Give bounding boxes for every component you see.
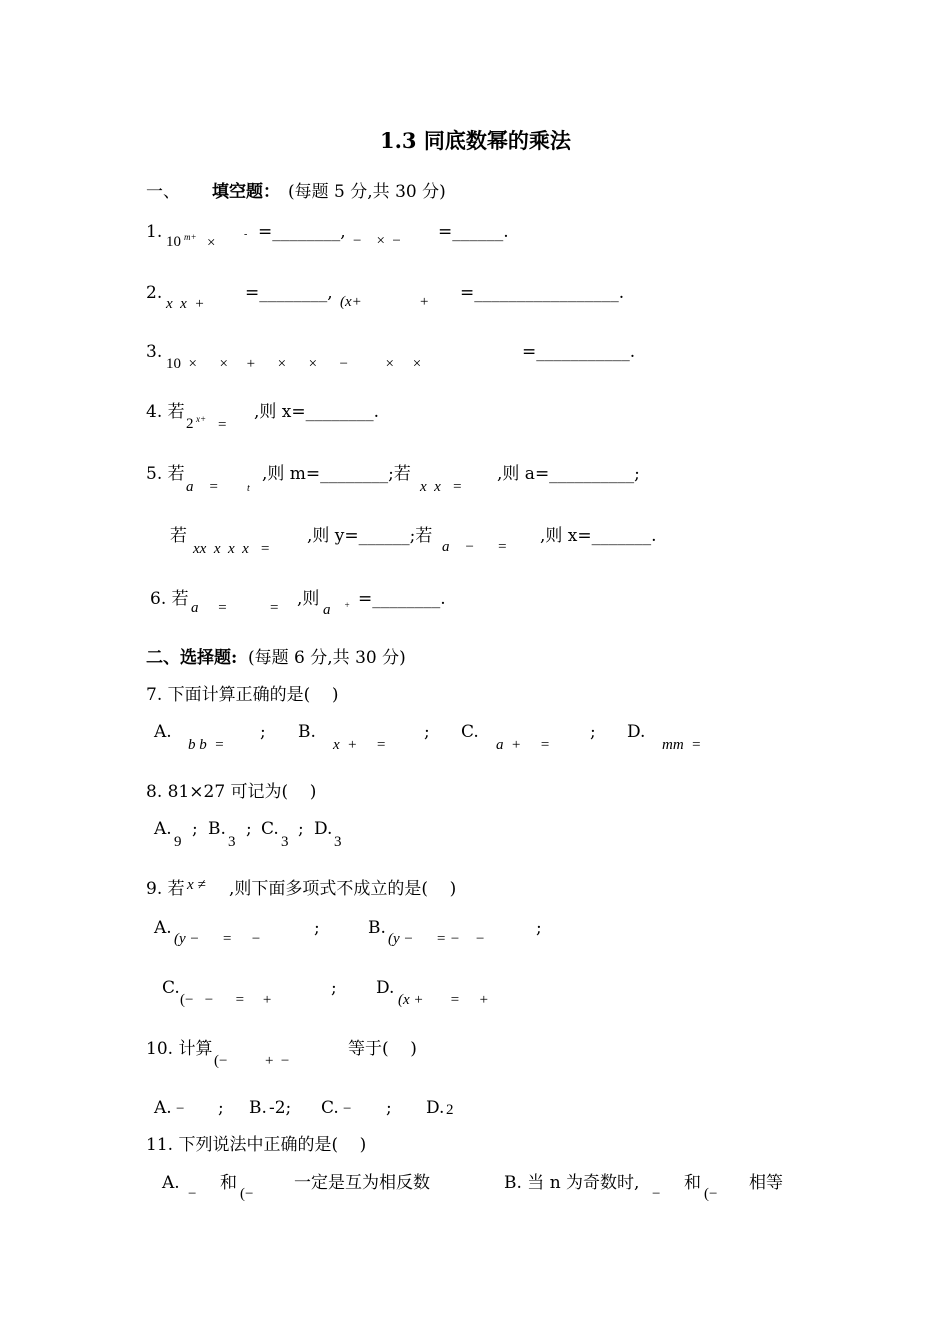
q9-opt-c-expr: (− − = + [180, 992, 272, 1008]
q6-equals-mid: = [270, 600, 279, 616]
q11-opt-a-label: A. [162, 1173, 180, 1193]
section2-heading: 二、选择题: [146, 648, 238, 668]
q2-plus: + [420, 294, 429, 310]
q11-opt-b-label: B. 当 n 为奇数时, [504, 1173, 640, 1193]
q8-stem: 8. 81×27 可记为( ) [146, 782, 317, 802]
q2-number: 2. [146, 283, 163, 303]
q8-opt-c-label: C. [261, 819, 279, 839]
q7-stem: 7. 下面计算正确的是( ) [146, 685, 339, 705]
q1-answer2: =______. [438, 222, 509, 242]
q11-opt-b-text: 相等 [749, 1173, 783, 1193]
q2-answer1: =________, [245, 283, 333, 303]
q9-opt-b-expr: (y − = − − [388, 931, 486, 947]
q4-answer: ,则 x=________. [254, 402, 380, 422]
q8-opt-a-expr: 9 [174, 834, 182, 850]
q7-opt-c-label: C. [461, 722, 479, 742]
q5-a-expr: a = [186, 479, 219, 495]
q4-number: 4. 若 [146, 402, 185, 422]
q9-opt-c-label: C. [162, 978, 180, 998]
q3-expr: 10 × × + × × − × × [166, 356, 422, 372]
q5-a-minus: a − = [442, 539, 508, 555]
q6-a: a [323, 602, 331, 618]
q8-opt-c-expr: 3 [281, 834, 289, 850]
q10-opt-a-label: A. [154, 1098, 172, 1118]
q9-opt-a-label: A. [154, 918, 172, 938]
q7-opt-c-sep: ; [590, 722, 596, 742]
q10-expr: (− + − [214, 1053, 290, 1069]
q5-answer-m: ,则 m=________;若 [262, 464, 411, 484]
q8-opt-c-sep: ; [298, 819, 304, 839]
q1-exponent: m+ [184, 232, 197, 242]
q5-number: 5. 若 [146, 464, 185, 484]
q5-answer-a: ,则 a=__________; [497, 464, 640, 484]
q9-opt-c-sep: ; [331, 978, 337, 998]
q9-opt-b-label: B. [368, 918, 386, 938]
q1-number: 1. [146, 222, 163, 242]
q10-opt-a-sep: ; [218, 1098, 224, 1118]
q2-answer2: =_________________. [460, 283, 625, 303]
q1-minus-part: − × − [353, 233, 401, 249]
q11-opt-a-paren: (− [240, 1186, 254, 1202]
q11-opt-a-and: 和 [220, 1173, 237, 1193]
q10-opt-c-expr: − [343, 1101, 352, 1117]
q7-opt-a-expr: b b = [188, 737, 225, 753]
q3-answer: =___________. [522, 342, 636, 362]
q11-opt-b-and: 和 [684, 1173, 701, 1193]
q5-answer-y: ,则 y=______;若 [307, 526, 433, 546]
q11-opt-a-text: 一定是互为相反数 [294, 1173, 430, 1193]
q10-opt-b-label: B. [249, 1098, 267, 1118]
q10-opt-c-sep: ; [386, 1098, 392, 1118]
q5-answer-x: ,则 x=_______. [540, 526, 657, 546]
q9-opt-a-expr: (y − = − [174, 931, 262, 947]
q5-xx-expr2: xx x x x = [193, 541, 271, 557]
q7-opt-c-expr: a + = [496, 737, 550, 753]
q6-then: ,则 [297, 589, 320, 609]
q11-opt-b-dash: − [652, 1186, 661, 1202]
q8-opt-a-sep: ; [192, 819, 198, 839]
q10-opt-c-label: C. [321, 1098, 339, 1118]
q6-number: 6. 若 [150, 589, 189, 609]
q2-expr: x x + [166, 296, 205, 312]
q6-answer: =________. [358, 589, 446, 609]
q4-exponent: x+ [196, 414, 207, 424]
q6-a-expr: a = [191, 600, 228, 616]
q1-dash: - [244, 229, 248, 240]
q8-opt-b-expr: 3 [228, 834, 236, 850]
q7-opt-b-expr: x + = [333, 737, 387, 753]
q7-opt-a-label: A. [154, 722, 172, 742]
q5-small-t: t [247, 483, 250, 494]
q2-paren: (x+ [340, 294, 362, 310]
section1-heading: 填空题： [212, 182, 280, 202]
section1-number: 一、 [146, 182, 180, 202]
q5-xx-expr: x x = [420, 479, 463, 495]
q10-stem-rest: 等于( ) [348, 1039, 417, 1059]
q6-plus-sup: + [344, 600, 351, 610]
q9-opt-a-sep: ; [314, 918, 320, 938]
q10-opt-d-label: D. [426, 1098, 445, 1118]
q8-opt-b-sep: ; [246, 819, 252, 839]
q8-opt-b-label: B. [208, 819, 226, 839]
q11-opt-a-dash: − [188, 1186, 197, 1202]
q10-stem: 10. 计算 [146, 1039, 213, 1059]
q11-opt-b-paren: (− [704, 1186, 718, 1202]
section1-points: (每题 5 分,共 30 分) [288, 182, 446, 202]
q1-answer1: =________, [258, 222, 346, 242]
q9-stem-rest: ,则下面多项式不成立的是( ) [229, 879, 457, 899]
q1-times: × [207, 235, 216, 251]
q10-opt-b-expr: -2; [269, 1098, 292, 1118]
q1-base: 10 [166, 234, 181, 250]
q8-opt-a-label: A. [154, 819, 172, 839]
q7-opt-a-sep: ; [260, 722, 266, 742]
q8-opt-d-label: D. [314, 819, 333, 839]
q4-base: 2 [186, 416, 194, 432]
q10-opt-a-expr: − [176, 1101, 185, 1117]
q10-opt-d-expr: 2 [446, 1102, 454, 1118]
q7-opt-d-expr: mm = [662, 737, 702, 753]
q9-opt-d-label: D. [376, 978, 395, 998]
q9-condition: x ≠ [187, 877, 206, 893]
q8-opt-d-expr: 3 [334, 834, 342, 850]
q4-equals: = [218, 417, 227, 433]
q7-opt-b-label: B. [298, 722, 316, 742]
section2-points: (每题 6 分,共 30 分) [248, 648, 406, 668]
q11-stem: 11. 下列说法中正确的是( ) [146, 1135, 367, 1155]
q9-stem-if: 9. 若 [146, 879, 185, 899]
q5-if2: 若 [170, 526, 187, 546]
q7-opt-d-label: D. [627, 722, 646, 742]
q9-opt-d-expr: (x + = + [398, 992, 489, 1008]
page-title: 1.3 同底数幂的乘法 [380, 128, 571, 153]
q7-opt-b-sep: ; [424, 722, 430, 742]
q3-number: 3. [146, 342, 163, 362]
q9-opt-b-sep: ; [536, 918, 542, 938]
